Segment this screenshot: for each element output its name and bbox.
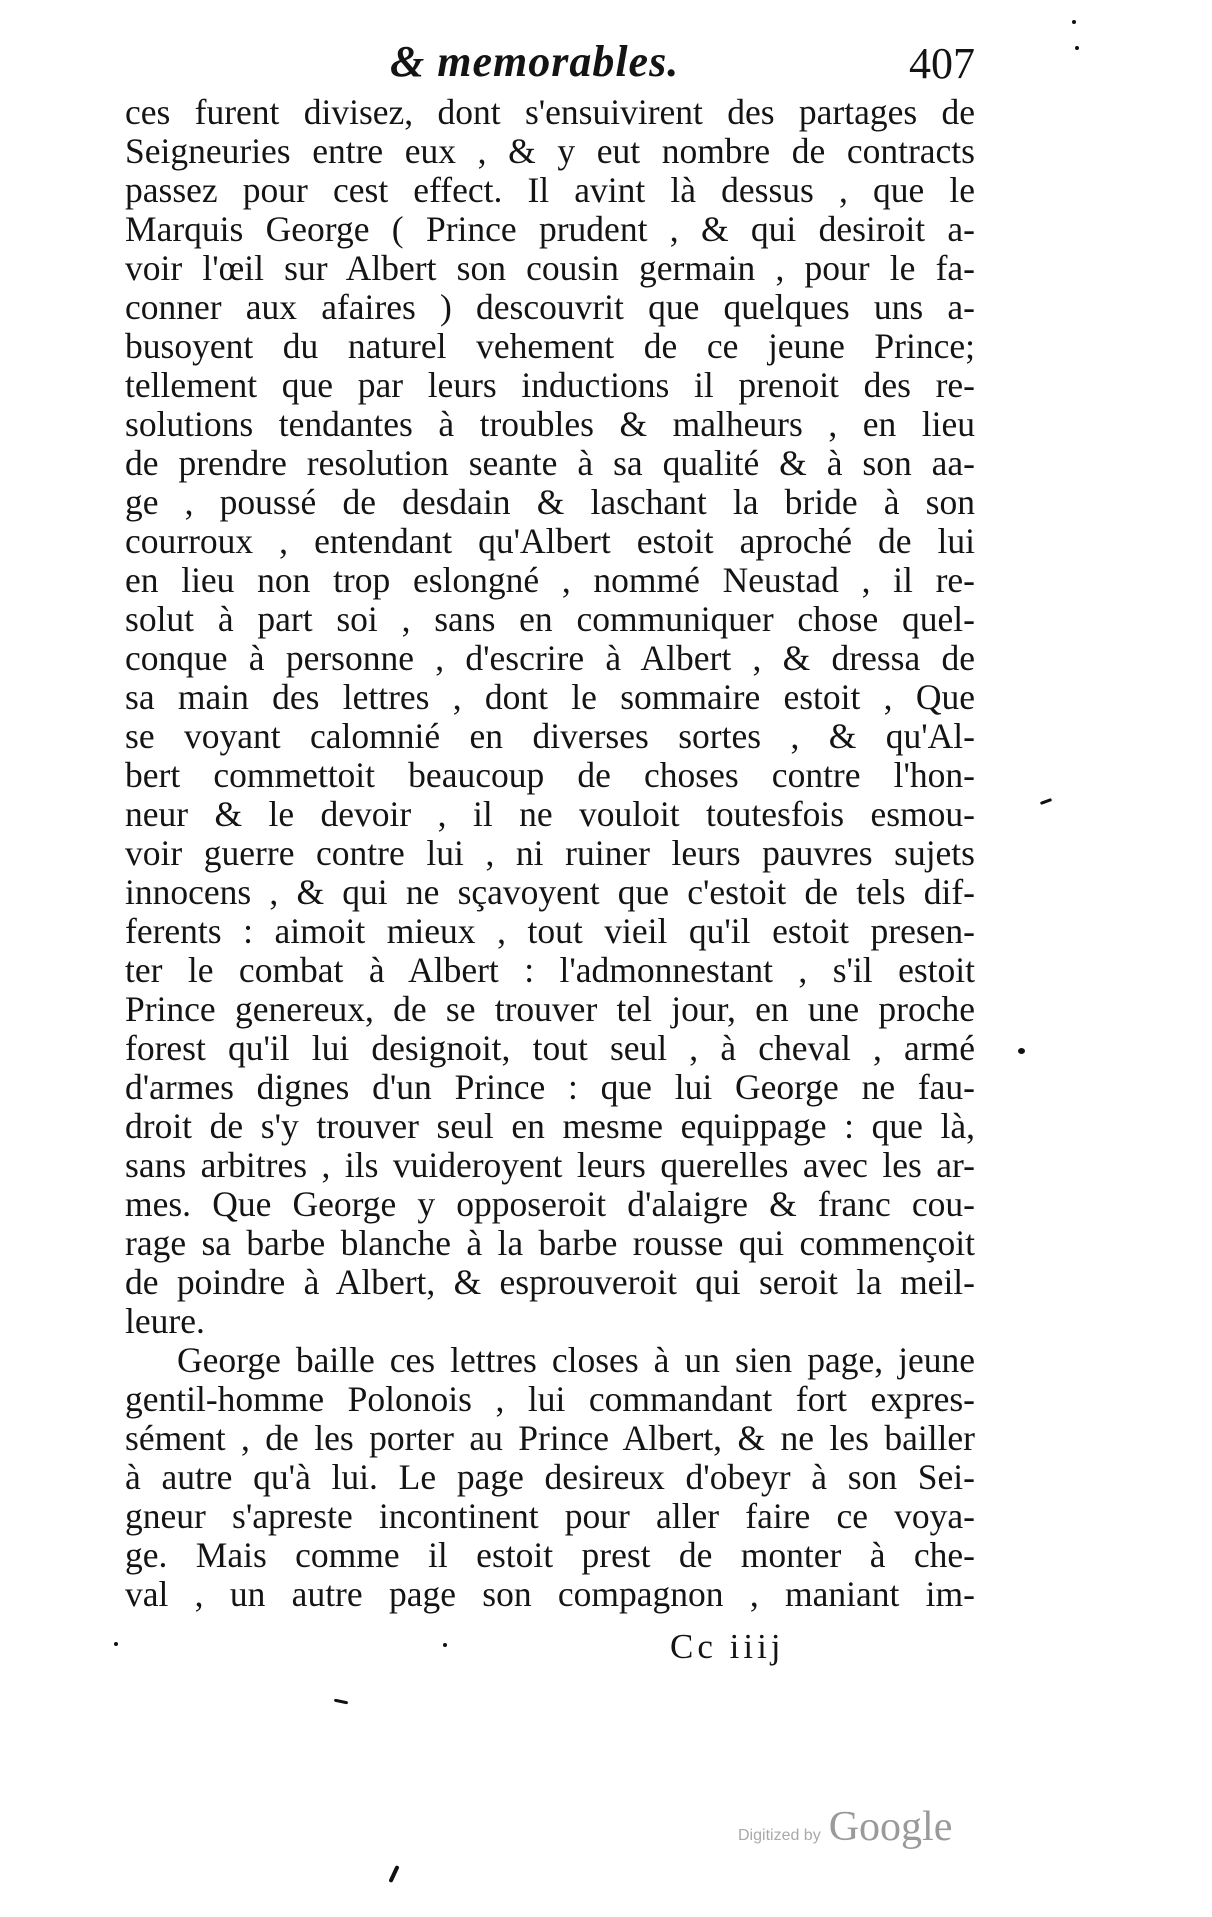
text-line: courroux , entendant qu'Albert estoit aproché de lui — [125, 521, 975, 561]
running-head: & memorables. — [390, 37, 680, 86]
google-logo: Google — [828, 1804, 953, 1850]
scan-speck — [388, 1865, 399, 1883]
text-line: leure. — [125, 1301, 205, 1341]
text-line: rage sa barbe blanche à la barbe rousse qui commençoit — [125, 1223, 975, 1263]
text-line: de prendre resolution seante à sa qualité & à son aa- — [125, 443, 975, 483]
text-line: voir guerre contre lui , ni ruiner leurs pauvres sujets — [125, 833, 975, 873]
scan-speck — [1072, 20, 1076, 24]
text-line: de poindre à Albert, & esprouveroit qui seroit la meil- — [125, 1262, 975, 1302]
page-number: 407 — [909, 39, 975, 88]
text-line: sément , de les porter au Prince Albert, & ne les bailler — [125, 1418, 975, 1458]
text-line: droit de s'y trouver seul en mesme equippage : que là, — [125, 1106, 975, 1146]
text-line: en lieu non trop eslongné , nommé Neustad , il re- — [125, 560, 975, 600]
scan-speck — [114, 1642, 118, 1646]
text-line: se voyant calomnié en diverses sortes , & qu'Al- — [125, 716, 975, 756]
text-line: forest qu'il lui designoit, tout seul , à cheval , armé — [125, 1028, 975, 1068]
text-line: Marquis George ( Prince prudent , & qui desiroit a- — [125, 209, 975, 249]
text-line: innocens , & qui ne sçavoyent que c'estoit de tels dif- — [125, 872, 975, 912]
text-line: busoyent du naturel vehement de ce jeune Prince; — [125, 326, 975, 366]
text-line: ferents : aimoit mieux , tout vieil qu'il estoit presen- — [125, 911, 975, 951]
text-line: à autre qu'à lui. Le page desireux d'obeyr à son Sei- — [125, 1457, 975, 1497]
text-line: solut à part soi , sans en communiquer chose quel- — [125, 599, 975, 639]
text-line: ge , poussé de desdain & laschant la bride à son — [125, 482, 975, 522]
text-line: conner aux afaires ) descouvrit que quelques uns a- — [125, 287, 975, 327]
text-line: voir l'œil sur Albert son cousin germain , pour le fa- — [125, 248, 975, 288]
text-line: gentil-homme Polonois , lui commandant fort expres- — [125, 1379, 975, 1419]
text-line: d'armes dignes d'un Prince : que lui George ne fau- — [125, 1067, 975, 1107]
body-text — [125, 93, 975, 1614]
text-line: conque à personne , d'escrire à Albert , & dressa de — [125, 638, 975, 678]
text-line: neur & le devoir , il ne vouloit toutesfois esmou- — [125, 794, 975, 834]
text-line: sa main des lettres , dont le sommaire estoit , Que — [125, 677, 975, 717]
paragraph-first-line: George baille ces lettres closes à un sien page, jeune — [177, 1340, 975, 1380]
watermark-prefix: Digitized by — [738, 1827, 821, 1844]
text-line: mes. Que George y opposeroit d'alaigre & franc cou- — [125, 1184, 975, 1224]
text-line: tellement que par leurs inductions il prenoit des re- — [125, 365, 975, 405]
text-line: ces furent divisez, dont s'ensuivirent des partages de — [125, 92, 975, 132]
scan-speck — [334, 1699, 348, 1705]
signature-mark: Cc iiij — [670, 1627, 785, 1666]
text-line: Prince genereux, de se trouver tel jour, en une proche — [125, 989, 975, 1029]
page-header — [130, 36, 975, 96]
text-line: val , un autre page son compagnon , maniant im- — [125, 1574, 975, 1614]
text-line: passez pour cest effect. Il avint là dessus , que le — [125, 170, 975, 210]
text-line: Seigneuries entre eux , & y eut nombre de contracts — [125, 131, 975, 171]
text-line: sans arbitres , ils vuideroyent leurs querelles avec les ar- — [125, 1145, 975, 1185]
text-line: bert commettoit beaucoup de choses contre l'hon- — [125, 755, 975, 795]
scan-speck — [443, 1643, 447, 1647]
text-line: ter le combat à Albert : l'admonnestant , s'il estoit — [125, 950, 975, 990]
text-line: gneur s'apreste incontinent pour aller faire ce voya- — [125, 1496, 975, 1536]
scan-speck — [1040, 798, 1052, 805]
digitization-watermark — [738, 1803, 952, 1851]
text-line: ge. Mais comme il estoit prest de monter à che- — [125, 1535, 975, 1575]
scan-speck — [1018, 1048, 1025, 1054]
text-line: solutions tendantes à troubles & malheurs , en lieu — [125, 404, 975, 444]
scan-speck — [1075, 46, 1079, 50]
